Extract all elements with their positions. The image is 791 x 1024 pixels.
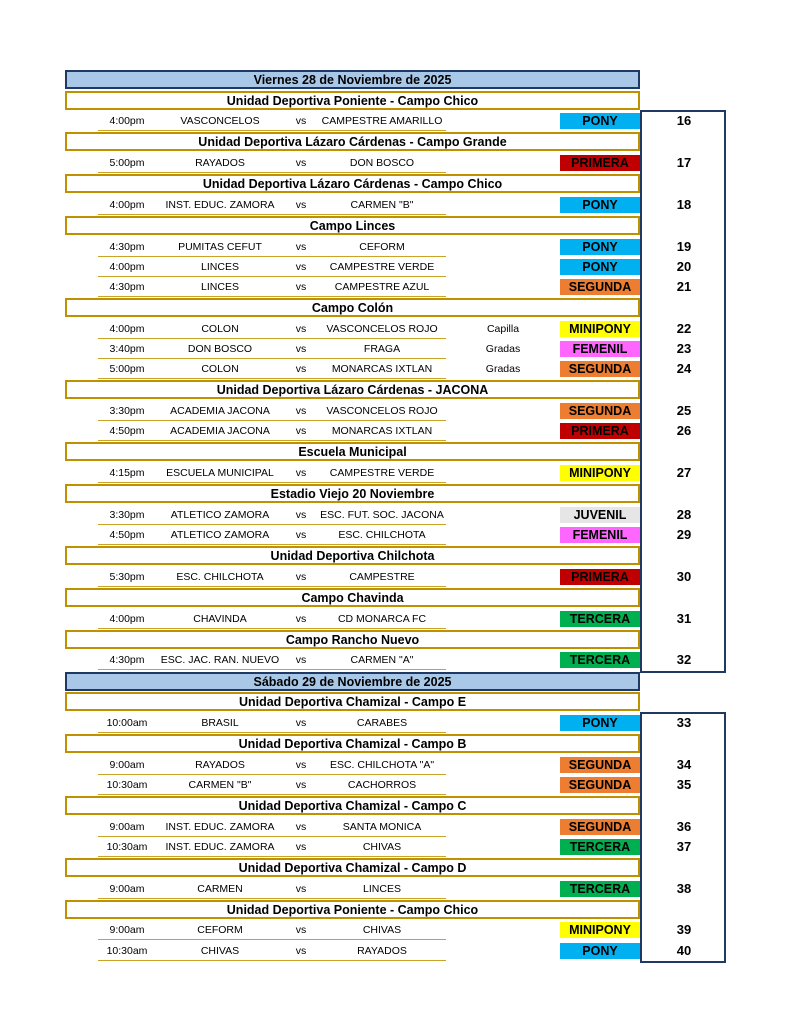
match-time: 10:30am: [106, 944, 148, 957]
game-number: 31: [676, 610, 692, 626]
home-team: INST. EDUC. ZAMORA: [165, 198, 275, 211]
row-underline: [98, 774, 446, 775]
row-underline: [98, 338, 446, 339]
away-team: CACHORROS: [347, 778, 417, 791]
category-badge: PONY: [560, 715, 640, 731]
game-number: 23: [676, 341, 692, 356]
category-badge: PRIMERA: [560, 423, 640, 439]
match-note: Gradas: [485, 343, 521, 355]
match-time: 9:00am: [109, 882, 145, 895]
home-team: COLON: [201, 363, 239, 376]
away-team: VASCONCELOS ROJO: [326, 322, 438, 335]
venue-header: Campo Colón: [65, 298, 640, 317]
away-team: CAMPESTRE AZUL: [334, 281, 430, 293]
game-number: 19: [676, 238, 692, 254]
category-badge: FEMENIL: [560, 527, 640, 543]
away-team: ESC. FUT. SOC. JACONA: [320, 508, 444, 521]
row-underline: [98, 939, 446, 940]
vs-label: vs: [295, 612, 307, 625]
vs-label: vs: [295, 758, 307, 771]
home-team: CARMEN "B": [188, 778, 252, 791]
vs-label: vs: [295, 363, 307, 376]
match-note: Gradas: [485, 363, 521, 376]
row-underline: [98, 276, 446, 277]
vs-label: vs: [295, 157, 307, 169]
row-underline: [98, 214, 446, 215]
vs-label: vs: [295, 322, 307, 335]
row-underline: [98, 960, 446, 961]
home-team: DON BOSCO: [187, 343, 253, 355]
game-number: 21: [676, 279, 692, 294]
category-badge: TERCERA: [560, 839, 640, 855]
away-team: FRAGA: [363, 343, 401, 355]
row-underline: [98, 794, 446, 795]
home-team: RAYADOS: [195, 758, 245, 771]
match-time: 5:30pm: [109, 570, 145, 583]
category-badge: SEGUNDA: [560, 403, 640, 419]
row-underline: [98, 440, 446, 441]
game-number: 25: [676, 403, 692, 418]
row-underline: [98, 358, 446, 359]
vs-label: vs: [295, 529, 307, 541]
vs-label: vs: [295, 654, 307, 667]
row-underline: [98, 420, 446, 421]
game-number: 33: [676, 714, 692, 730]
match-time: 3:40pm: [109, 343, 145, 355]
match-time: 4:30pm: [109, 281, 145, 293]
home-team: LINCES: [201, 260, 239, 273]
category-badge: SEGUNDA: [560, 279, 640, 295]
category-badge: SEGUNDA: [560, 757, 640, 773]
match-time: 9:00am: [109, 820, 145, 833]
away-team: CHIVAS: [362, 840, 402, 853]
venue-header: Unidad Deportiva Lázaro Cárdenas - Campo Chico: [65, 174, 640, 193]
vs-label: vs: [295, 281, 307, 293]
venue-header: Unidad Deportiva Poniente - Campo Chico: [65, 900, 640, 919]
match-time: 4:50pm: [109, 425, 145, 438]
day-header: Sábado 29 de Noviembre de 2025: [65, 672, 640, 691]
away-team: CARMEN "B": [350, 198, 414, 211]
category-badge: JUVENIL: [560, 507, 640, 523]
category-badge: PONY: [560, 943, 640, 959]
match-note: Capilla: [486, 322, 520, 335]
vs-label: vs: [295, 343, 307, 355]
away-team: VASCONCELOS ROJO: [326, 405, 438, 417]
match-time: 3:30pm: [109, 405, 145, 417]
category-badge: MINIPONY: [560, 465, 640, 481]
match-time: 5:00pm: [109, 363, 145, 376]
home-team: INST. EDUC. ZAMORA: [165, 820, 275, 833]
vs-label: vs: [295, 570, 307, 583]
row-underline: [98, 836, 446, 837]
away-team: LINCES: [363, 882, 401, 895]
row-underline: [98, 130, 446, 131]
home-team: CARMEN: [197, 882, 243, 895]
game-number: 34: [676, 756, 692, 772]
venue-header: Unidad Deportiva Chamizal - Campo B: [65, 734, 640, 753]
game-number: 38: [676, 880, 692, 896]
away-team: CHIVAS: [362, 924, 402, 937]
away-team: SANTA MONICA: [342, 820, 422, 833]
category-badge: PRIMERA: [560, 155, 640, 171]
row-underline: [98, 669, 446, 670]
match-time: 4:30pm: [109, 240, 145, 253]
game-number: 37: [676, 838, 692, 854]
vs-label: vs: [295, 240, 307, 253]
home-team: CHAVINDA: [193, 612, 247, 625]
category-badge: TERCERA: [560, 611, 640, 627]
home-team: CEFORM: [197, 924, 243, 937]
game-number: 36: [676, 818, 692, 834]
category-badge: SEGUNDA: [560, 777, 640, 793]
away-team: DON BOSCO: [349, 157, 415, 169]
home-team: CHIVAS: [200, 944, 240, 957]
category-badge: PONY: [560, 197, 640, 213]
game-number: 16: [676, 113, 692, 129]
vs-label: vs: [295, 840, 307, 853]
row-underline: [98, 732, 446, 733]
home-team: ESC. CHILCHOTA: [176, 570, 264, 583]
away-team: CAMPESTRE VERDE: [329, 260, 435, 273]
home-team: RAYADOS: [195, 157, 245, 169]
match-time: 4:00pm: [109, 612, 145, 625]
day-header: Viernes 28 de Noviembre de 2025: [65, 70, 640, 89]
game-number: 28: [676, 506, 692, 522]
match-time: 10:00am: [106, 716, 148, 729]
match-time: 9:00am: [109, 924, 145, 937]
category-badge: TERCERA: [560, 652, 640, 668]
match-time: 4:30pm: [109, 654, 145, 667]
home-team: BRASIL: [201, 716, 239, 729]
category-badge: PONY: [560, 239, 640, 255]
home-team: COLON: [201, 322, 239, 335]
game-number-box: [640, 112, 726, 672]
home-team: ACADEMIA JACONA: [170, 425, 270, 438]
game-number-box: [640, 714, 726, 963]
away-team: CAMPESTRE: [349, 570, 415, 583]
category-badge: FEMENIL: [560, 341, 640, 357]
game-number: 18: [676, 196, 692, 212]
home-team: VASCONCELOS: [180, 115, 260, 128]
game-number: 35: [676, 776, 692, 792]
game-number: 29: [676, 527, 692, 542]
home-team: ESC. JAC. RAN. NUEVO: [160, 654, 280, 667]
vs-label: vs: [295, 405, 307, 417]
away-team: MONARCAS IXTLAN: [331, 425, 433, 438]
row-underline: [98, 172, 446, 173]
category-badge: TERCERA: [560, 881, 640, 897]
game-number: 30: [676, 568, 692, 584]
venue-header: Escuela Municipal: [65, 442, 640, 461]
game-number: 26: [676, 423, 692, 439]
category-badge: SEGUNDA: [560, 361, 640, 377]
venue-header: Unidad Deportiva Lázaro Cárdenas - JACONA: [65, 380, 640, 399]
home-team: INST. EDUC. ZAMORA: [165, 840, 275, 853]
game-number: 32: [676, 652, 692, 668]
row-underline: [98, 898, 446, 899]
row-underline: [98, 482, 446, 483]
away-team: ESC. CHILCHOTA "A": [329, 758, 435, 771]
row-underline: [98, 586, 446, 587]
game-number: 22: [676, 320, 692, 336]
venue-header: Unidad Deportiva Poniente - Campo Chico: [65, 91, 640, 110]
away-team: CARABES: [356, 716, 408, 729]
vs-label: vs: [295, 425, 307, 438]
match-time: 10:30am: [106, 840, 148, 853]
game-number: 17: [676, 155, 692, 170]
venue-header: Unidad Deportiva Chilchota: [65, 546, 640, 565]
row-underline: [98, 296, 446, 297]
venue-header: Campo Rancho Nuevo: [65, 630, 640, 649]
vs-label: vs: [295, 467, 307, 479]
home-team: PUMITAS CEFUT: [178, 240, 262, 253]
venue-header: Unidad Deportiva Lázaro Cárdenas - Campo Grande: [65, 132, 640, 151]
home-team: ACADEMIA JACONA: [170, 405, 270, 417]
category-badge: MINIPONY: [560, 922, 640, 938]
category-badge: MINIPONY: [560, 321, 640, 337]
row-underline: [98, 544, 446, 545]
home-team: ATLETICO ZAMORA: [170, 529, 270, 541]
venue-header: Estadio Viejo 20 Noviembre: [65, 484, 640, 503]
category-badge: PONY: [560, 113, 640, 129]
away-team: ESC. CHILCHOTA: [338, 529, 426, 541]
match-time: 4:00pm: [109, 115, 145, 128]
row-underline: [98, 628, 446, 629]
game-number: 24: [676, 361, 692, 377]
vs-label: vs: [295, 820, 307, 833]
match-time: 4:00pm: [109, 198, 145, 211]
vs-label: vs: [295, 198, 307, 211]
match-time: 3:30pm: [109, 508, 145, 521]
row-underline: [98, 256, 446, 257]
row-underline: [98, 524, 446, 525]
match-time: 10:30am: [106, 778, 148, 791]
game-number: 40: [676, 942, 692, 958]
category-badge: PRIMERA: [560, 569, 640, 585]
vs-label: vs: [295, 115, 307, 128]
away-team: CAMPESTRE VERDE: [329, 467, 435, 479]
match-time: 9:00am: [109, 758, 145, 771]
home-team: ESCUELA MUNICIPAL: [166, 467, 274, 479]
vs-label: vs: [295, 882, 307, 895]
away-team: CD MONARCA FC: [337, 612, 427, 625]
home-team: ATLETICO ZAMORA: [170, 508, 270, 521]
game-number: 27: [676, 465, 692, 480]
venue-header: Unidad Deportiva Chamizal - Campo D: [65, 858, 640, 877]
vs-label: vs: [295, 260, 307, 273]
match-time: 4:15pm: [109, 467, 145, 479]
row-underline: [98, 378, 446, 379]
category-badge: PONY: [560, 259, 640, 275]
away-team: CEFORM: [359, 240, 405, 253]
match-time: 4:00pm: [109, 322, 145, 335]
venue-header: Campo Chavinda: [65, 588, 640, 607]
venue-header: Campo Linces: [65, 216, 640, 235]
away-team: CARMEN "A": [350, 654, 414, 667]
vs-label: vs: [295, 944, 307, 957]
match-time: 5:00pm: [109, 157, 145, 169]
match-time: 4:50pm: [109, 529, 145, 541]
venue-header: Unidad Deportiva Chamizal - Campo E: [65, 692, 640, 711]
vs-label: vs: [295, 716, 307, 729]
home-team: LINCES: [201, 281, 239, 293]
venue-header: Unidad Deportiva Chamizal - Campo C: [65, 796, 640, 815]
away-team: RAYADOS: [357, 944, 407, 957]
game-number: 20: [676, 258, 692, 274]
match-time: 4:00pm: [109, 260, 145, 273]
vs-label: vs: [295, 508, 307, 521]
game-number: 39: [676, 922, 692, 938]
vs-label: vs: [295, 924, 307, 937]
away-team: MONARCAS IXTLAN: [331, 363, 433, 376]
vs-label: vs: [295, 778, 307, 791]
row-underline: [98, 856, 446, 857]
category-badge: SEGUNDA: [560, 819, 640, 835]
away-team: CAMPESTRE AMARILLO: [321, 115, 443, 128]
